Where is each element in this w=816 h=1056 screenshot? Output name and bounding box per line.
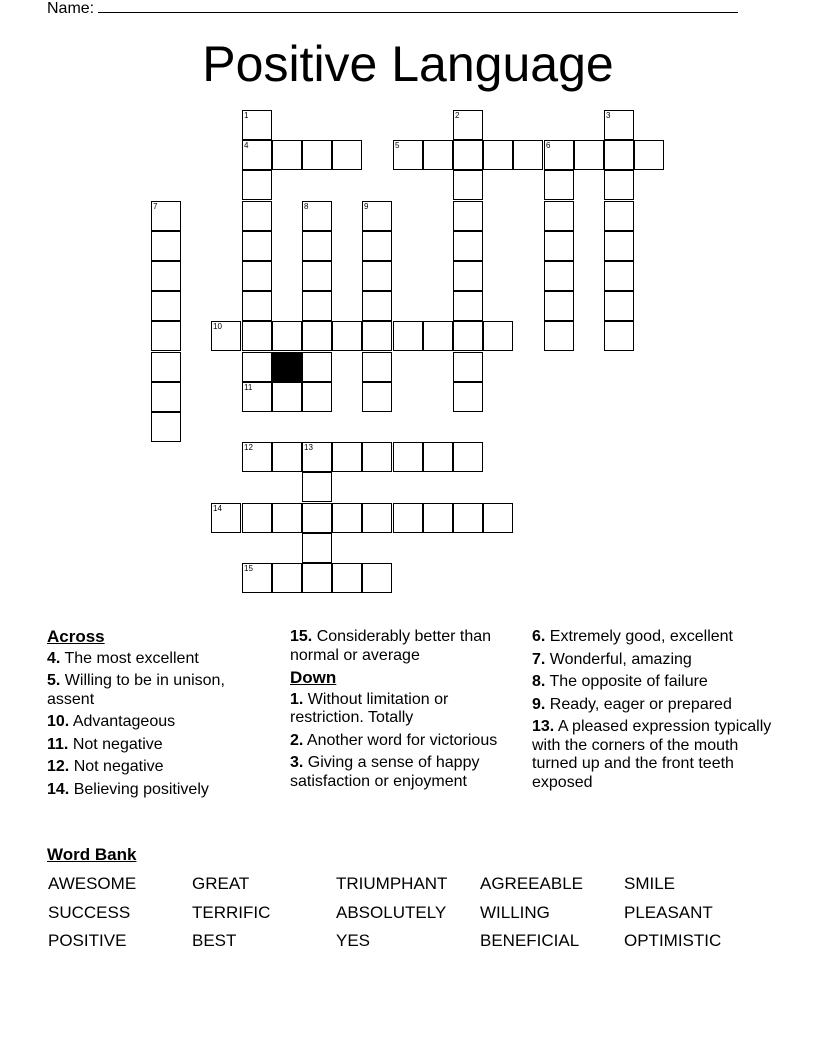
grid-cell[interactable] bbox=[544, 201, 574, 231]
grid-cell[interactable] bbox=[242, 291, 272, 321]
grid-cell[interactable] bbox=[393, 321, 423, 351]
clues-column-2 bbox=[290, 628, 515, 795]
grid-cell[interactable] bbox=[634, 140, 664, 170]
word-bank-item: TERRIFIC bbox=[192, 903, 271, 922]
grid-cell[interactable] bbox=[604, 110, 634, 140]
grid-cell[interactable] bbox=[302, 503, 332, 533]
grid-cell[interactable] bbox=[362, 442, 392, 472]
clue-number: 13 bbox=[304, 443, 313, 452]
grid-cell[interactable] bbox=[302, 140, 332, 170]
grid-cell[interactable] bbox=[302, 533, 332, 563]
clue-down-2: 2. Another word for victorious bbox=[290, 731, 498, 749]
grid-cell[interactable] bbox=[151, 261, 181, 291]
clue-number: 5 bbox=[395, 141, 400, 150]
grid-cell[interactable] bbox=[272, 563, 302, 593]
grid-cell[interactable] bbox=[393, 442, 423, 472]
word-bank-item: AWESOME bbox=[48, 874, 137, 893]
clue-down-3: 3. Giving a sense of happy satisfaction or enjoyment bbox=[290, 754, 480, 790]
grid-cell[interactable] bbox=[544, 140, 574, 170]
clue-down-1: 1. Without limitation or restriction. Totally bbox=[290, 690, 449, 726]
grid-cell[interactable] bbox=[453, 442, 483, 472]
word-bank-item: PLEASANT bbox=[624, 903, 713, 922]
across-header: Across bbox=[47, 627, 105, 646]
grid-cell[interactable] bbox=[362, 321, 392, 351]
clue-number: 6 bbox=[546, 141, 551, 150]
name-label: Name: bbox=[47, 0, 95, 17]
page-title: Positive Language bbox=[202, 36, 614, 92]
grid-cell[interactable] bbox=[393, 503, 423, 533]
grid-cell[interactable] bbox=[302, 563, 332, 593]
grid-cell[interactable] bbox=[453, 261, 483, 291]
grid-cell[interactable] bbox=[483, 503, 513, 533]
clues-column-1 bbox=[47, 628, 272, 803]
grid-cell[interactable] bbox=[423, 503, 453, 533]
grid-cell[interactable] bbox=[242, 261, 272, 291]
grid-cell[interactable] bbox=[302, 261, 332, 291]
grid-cell[interactable] bbox=[151, 352, 181, 382]
grid-cell[interactable] bbox=[362, 291, 392, 321]
clue-across-5: 5. Willing to be in unison, assent bbox=[47, 672, 225, 708]
grid-cell[interactable] bbox=[302, 201, 332, 231]
clue-number: 4 bbox=[244, 141, 249, 150]
grid-cell[interactable] bbox=[302, 382, 332, 412]
clue-down-13: 13. A pleased expression typically with the corners of the mouth turned up and the front teeth exposed bbox=[532, 718, 772, 791]
word-bank-item: YES bbox=[336, 931, 371, 950]
grid-cell[interactable] bbox=[453, 201, 483, 231]
clue-down-6: 6. Extremely good, excellent bbox=[532, 628, 733, 645]
grid-cell[interactable] bbox=[151, 231, 181, 261]
grid-cell[interactable] bbox=[272, 442, 302, 472]
grid-cell[interactable] bbox=[242, 201, 272, 231]
grid-cell[interactable] bbox=[453, 352, 483, 382]
down-header: Down bbox=[290, 668, 337, 687]
grid-cell[interactable] bbox=[272, 382, 302, 412]
grid-cell[interactable] bbox=[242, 321, 272, 351]
word-bank-item: OPTIMISTIC bbox=[624, 931, 722, 950]
grid-cell[interactable] bbox=[332, 563, 362, 593]
word-bank-item: AGREEABLE bbox=[480, 874, 583, 893]
grid-cell[interactable] bbox=[242, 140, 272, 170]
grid-cell[interactable] bbox=[453, 231, 483, 261]
grid-cell[interactable] bbox=[242, 170, 272, 200]
grid-cell[interactable] bbox=[544, 231, 574, 261]
grid-cell[interactable] bbox=[242, 503, 272, 533]
grid-cell[interactable] bbox=[242, 110, 272, 140]
grid-cell[interactable] bbox=[362, 201, 392, 231]
grid-cell[interactable] bbox=[453, 140, 483, 170]
grid-cell[interactable] bbox=[604, 201, 634, 231]
grid-cell[interactable] bbox=[362, 382, 392, 412]
grid-cell[interactable] bbox=[302, 321, 332, 351]
grid-cell[interactable] bbox=[544, 291, 574, 321]
grid-cell[interactable] bbox=[302, 231, 332, 261]
grid-cell[interactable] bbox=[513, 140, 543, 170]
grid-cell[interactable] bbox=[544, 261, 574, 291]
grid-cell[interactable] bbox=[242, 442, 272, 472]
grid-cell[interactable] bbox=[393, 140, 423, 170]
clue-across-10: 10. Advantageous bbox=[47, 713, 176, 730]
grid-cell[interactable] bbox=[151, 201, 181, 231]
clue-number: 7 bbox=[153, 202, 158, 211]
grid-cell[interactable] bbox=[151, 382, 181, 412]
word-bank-item: BENEFICIAL bbox=[480, 931, 580, 950]
grid-cell[interactable] bbox=[302, 472, 332, 502]
word-bank-item: WILLING bbox=[480, 903, 550, 922]
clue-number: 8 bbox=[304, 202, 309, 211]
word-bank-item: ABSOLUTELY bbox=[336, 903, 447, 922]
grid-cell[interactable] bbox=[332, 503, 362, 533]
word-bank-item: TRIUMPHANT bbox=[336, 874, 448, 893]
grid-cell[interactable] bbox=[302, 352, 332, 382]
grid-cell[interactable] bbox=[453, 170, 483, 200]
grid-cell[interactable] bbox=[242, 352, 272, 382]
clue-number: 2 bbox=[455, 111, 460, 120]
grid-cell[interactable] bbox=[604, 321, 634, 351]
grid-cell[interactable] bbox=[151, 291, 181, 321]
grid-cell[interactable] bbox=[604, 261, 634, 291]
clue-across-11: 11. Not negative bbox=[47, 735, 163, 753]
grid-cell[interactable] bbox=[604, 170, 634, 200]
clue-number: 15 bbox=[244, 564, 253, 573]
clue-down-7: 7. Wonderful, amazing bbox=[532, 650, 692, 668]
clue-across-15: 15. Considerably better than normal or average bbox=[290, 628, 492, 664]
grid-cell[interactable] bbox=[332, 321, 362, 351]
clue-across-12: 12. Not negative bbox=[47, 758, 164, 775]
grid-cell[interactable] bbox=[362, 352, 392, 382]
grid-cell[interactable] bbox=[604, 231, 634, 261]
grid-cell[interactable] bbox=[453, 291, 483, 321]
grid-cell[interactable] bbox=[453, 321, 483, 351]
clue-number: 14 bbox=[213, 504, 222, 513]
grid-cell[interactable] bbox=[423, 442, 453, 472]
grid-cell[interactable] bbox=[242, 231, 272, 261]
word-bank-header: Word Bank bbox=[47, 845, 137, 864]
word-bank-item: GREAT bbox=[192, 874, 250, 893]
grid-cell[interactable] bbox=[242, 382, 272, 412]
grid-cell[interactable] bbox=[483, 140, 513, 170]
grid-cell[interactable] bbox=[453, 382, 483, 412]
grid-cell[interactable] bbox=[362, 563, 392, 593]
clue-across-4: 4. The most excellent bbox=[47, 649, 199, 667]
clue-number: 11 bbox=[244, 383, 253, 392]
grid-cell[interactable] bbox=[453, 503, 483, 533]
grid-cell[interactable] bbox=[272, 140, 302, 170]
grid-cell[interactable] bbox=[302, 291, 332, 321]
grid-cell[interactable] bbox=[604, 291, 634, 321]
grid-cell[interactable] bbox=[302, 442, 332, 472]
grid-cell[interactable] bbox=[483, 321, 513, 351]
grid-cell[interactable] bbox=[242, 563, 272, 593]
grid-cell[interactable] bbox=[272, 321, 302, 351]
clue-down-8: 8. The opposite of failure bbox=[532, 673, 708, 690]
grid-cell[interactable] bbox=[362, 231, 392, 261]
grid-cell[interactable] bbox=[272, 503, 302, 533]
grid-cell[interactable] bbox=[211, 503, 241, 533]
grid-cell[interactable] bbox=[332, 442, 362, 472]
clue-number: 10 bbox=[213, 322, 222, 331]
clues-column-3 bbox=[532, 628, 772, 796]
word-bank-item: SMILE bbox=[624, 874, 676, 893]
grid-cell[interactable] bbox=[544, 170, 574, 200]
grid-cell[interactable] bbox=[574, 140, 604, 170]
grid-cell[interactable] bbox=[362, 503, 392, 533]
grid-cell[interactable] bbox=[423, 321, 453, 351]
clue-number: 9 bbox=[364, 202, 369, 211]
word-bank-item: BEST bbox=[192, 931, 237, 950]
grid-cell[interactable] bbox=[211, 321, 241, 351]
black-square bbox=[272, 352, 302, 382]
clue-down-9: 9. Ready, eager or prepared bbox=[532, 695, 732, 713]
clue-number: 3 bbox=[606, 111, 611, 120]
word-bank-item: SUCCESS bbox=[48, 903, 131, 922]
clue-number: 12 bbox=[244, 443, 253, 452]
grid-cell[interactable] bbox=[151, 412, 181, 442]
grid-cell[interactable] bbox=[151, 321, 181, 351]
grid-cell[interactable] bbox=[332, 140, 362, 170]
grid-cell[interactable] bbox=[453, 110, 483, 140]
clue-number: 1 bbox=[244, 111, 249, 120]
grid-cell[interactable] bbox=[423, 140, 453, 170]
grid-cell[interactable] bbox=[604, 140, 634, 170]
clue-across-14: 14. Believing positively bbox=[47, 780, 209, 798]
word-bank-item: POSITIVE bbox=[48, 931, 127, 950]
grid-cell[interactable] bbox=[544, 321, 574, 351]
grid-cell[interactable] bbox=[362, 261, 392, 291]
